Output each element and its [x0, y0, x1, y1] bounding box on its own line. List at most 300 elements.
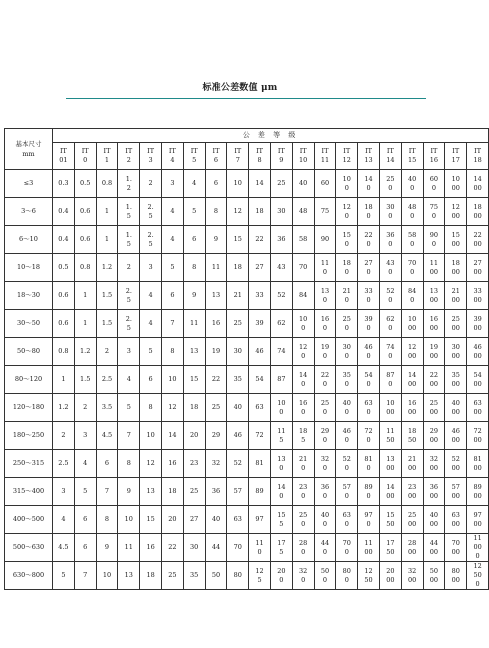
cell-text: 0 [322, 547, 328, 556]
cell-text: 54 [255, 375, 264, 383]
cell-text: 9 [192, 291, 197, 299]
cell-text: 22 [320, 370, 330, 379]
tolerance-value-cell [314, 254, 336, 282]
cell-text: 50 [386, 435, 395, 444]
tolerance-value-cell [445, 422, 467, 450]
cell-text: 29 [211, 431, 221, 439]
cell-text: 0 [388, 295, 393, 304]
cell-text: 7 [235, 156, 240, 164]
cell-text: 1 [104, 235, 110, 243]
tolerance-value-cell [423, 198, 445, 226]
tolerance-value-cell [74, 450, 96, 478]
cell-text: 6 [213, 179, 219, 187]
cell-text: 5 [192, 207, 197, 215]
tolerance-value-cell [118, 506, 140, 534]
tolerance-value-cell [379, 310, 401, 338]
cell-text: 57 [451, 482, 460, 491]
tolerance-value-cell [74, 562, 96, 590]
tolerance-value-cell [314, 310, 336, 338]
tolerance-value-cell [74, 170, 96, 198]
tolerance-value-cell [183, 394, 205, 422]
cell-text: 5 [148, 211, 153, 220]
tolerance-value-cell [227, 534, 249, 562]
cell-text: 0 [344, 435, 349, 444]
tolerance-value-cell [379, 226, 401, 254]
cell-text: 35 [190, 571, 199, 579]
cell-text: 0 [344, 239, 349, 248]
cell-text: 0 [366, 295, 371, 304]
cell-text: 40 [211, 515, 221, 523]
cell-text: 72 [473, 426, 482, 435]
cell-text: 0 [431, 211, 437, 220]
cell-text: 57 [233, 487, 242, 495]
cell-text: 43 [277, 263, 286, 271]
tolerance-grade-group-header: 公 差 等 级 [53, 129, 489, 143]
tolerance-value-cell [379, 562, 401, 590]
cell-text: 28 [299, 538, 308, 547]
cell-text: 1. [125, 230, 132, 239]
tolerance-value-cell [53, 310, 75, 338]
cell-text: 7 [126, 431, 131, 439]
cell-text: 15 [233, 235, 242, 243]
cell-text: 17 [451, 156, 460, 164]
tolerance-value-cell [53, 422, 75, 450]
cell-text: IT [452, 147, 460, 155]
tolerance-value-cell [467, 394, 489, 422]
cell-text: 60 [429, 174, 439, 183]
cell-text: 40 [451, 398, 460, 407]
cell-text: 5 [61, 571, 66, 579]
tolerance-value-cell [358, 478, 380, 506]
cell-text: 10 [146, 431, 155, 439]
cell-text: 21 [342, 286, 351, 295]
cell-text: 48 [408, 202, 417, 211]
cell-text: 00 [473, 239, 482, 248]
cell-text: 0 [322, 491, 328, 500]
cell-text: 4 [126, 375, 131, 383]
cell-text: 10 [233, 179, 242, 187]
tolerance-value-cell [401, 338, 423, 366]
cell-text: 63 [233, 515, 242, 523]
cell-text: 3 [148, 156, 153, 164]
cell-text: IT [365, 147, 372, 155]
cell-text: 25 [190, 487, 199, 495]
cell-text: 11 [429, 258, 439, 267]
table-row [5, 198, 489, 226]
cell-text: 0 [410, 267, 415, 276]
cell-text: 97 [255, 515, 264, 523]
tolerance-value-cell [358, 170, 380, 198]
size-range-cell: 10～18 [5, 254, 53, 282]
cell-text: 0 [322, 435, 328, 444]
cell-text: 52 [451, 454, 460, 463]
cell-text: 0 [388, 323, 393, 332]
cell-text: 0 [344, 267, 349, 276]
cell-text: 0 [431, 183, 437, 192]
cell-text: 22 [168, 543, 177, 551]
cell-text: 00 [451, 323, 460, 332]
cell-text: 18 [364, 202, 373, 211]
tolerance-value-cell [205, 534, 227, 562]
cell-text: 0 [344, 547, 349, 556]
tolerance-value-cell [74, 310, 96, 338]
cell-text: 46 [473, 342, 482, 351]
tolerance-value-cell [292, 198, 314, 226]
tolerance-value-cell [161, 394, 183, 422]
tolerance-value-cell [161, 170, 183, 198]
tolerance-value-cell [423, 170, 445, 198]
cell-text: 2 [104, 347, 110, 355]
cell-text: mm [22, 150, 35, 158]
cell-text: 0 [344, 407, 349, 416]
cell-text: 00 [451, 463, 460, 472]
cell-text: 18 [146, 571, 155, 579]
cell-text: 8 [104, 515, 110, 523]
cell-text: 8 [192, 263, 197, 271]
cell-text: 70 [408, 258, 417, 267]
tolerance-value-cell [467, 422, 489, 450]
tolerance-value-cell [140, 226, 162, 254]
cell-text: 00 [429, 323, 439, 332]
cell-text: 8 [170, 347, 175, 355]
cell-text: 52 [342, 454, 351, 463]
cell-text: IT [125, 147, 133, 155]
cell-text: 11 [320, 156, 330, 164]
cell-text: 12 [255, 566, 264, 575]
grade-header [205, 143, 227, 170]
tolerance-value-cell [205, 562, 227, 590]
tolerance-value-cell [161, 282, 183, 310]
tolerance-value-cell [445, 310, 467, 338]
cell-text: 72 [255, 431, 264, 439]
cell-text: 0 [388, 211, 393, 220]
table-row [5, 170, 489, 198]
cell-text: 50 [386, 519, 395, 528]
tolerance-value-cell [249, 450, 271, 478]
cell-text: 2.5 [58, 459, 69, 467]
cell-text: 32 [211, 459, 221, 467]
tolerance-value-cell [270, 506, 292, 534]
grade-header [227, 143, 249, 170]
cell-text: 0 [475, 580, 480, 588]
tolerance-value-cell [270, 170, 292, 198]
cell-text: 30 [233, 347, 242, 355]
tolerance-value-cell [183, 562, 205, 590]
tolerance-value-cell [423, 338, 445, 366]
tolerance-table [4, 128, 489, 590]
tolerance-value-cell [205, 226, 227, 254]
tolerance-value-cell [423, 254, 445, 282]
size-range-cell: 180～250 [5, 422, 53, 450]
cell-text: 75 [429, 202, 439, 211]
cell-text: 基本尺寸 [15, 140, 42, 148]
tolerance-value-cell [96, 310, 118, 338]
cell-text: 00 [473, 463, 482, 472]
cell-text: 22 [429, 370, 439, 379]
tolerance-value-cell [467, 338, 489, 366]
cell-text: 84 [408, 286, 417, 295]
tolerance-value-cell [227, 310, 249, 338]
cell-text: 15 [146, 515, 155, 523]
cell-text: 00 [473, 323, 482, 332]
cell-text: 0 [410, 211, 415, 220]
cell-text: 13 [429, 286, 439, 295]
tolerance-value-cell [205, 310, 227, 338]
tolerance-value-cell [53, 198, 75, 226]
cell-text: 70 [233, 543, 242, 551]
cell-text: 8 [126, 459, 131, 467]
cell-text: 50 [473, 571, 482, 579]
tolerance-value-cell [205, 170, 227, 198]
tolerance-value-cell [423, 394, 445, 422]
tolerance-value-cell [314, 422, 336, 450]
tolerance-value-cell [445, 198, 467, 226]
grade-header [249, 143, 271, 170]
cell-text: 25 [211, 403, 221, 411]
tolerance-value-cell [292, 338, 314, 366]
cell-text: 00 [451, 547, 460, 556]
grade-header [270, 143, 292, 170]
tolerance-value-cell [74, 198, 96, 226]
cell-text: 0 [431, 239, 437, 248]
cell-text: 2 [83, 403, 88, 411]
cell-text: 00 [429, 547, 439, 556]
cell-text: 15 [408, 156, 417, 164]
cell-text: 52 [386, 286, 395, 295]
cell-text: IT [103, 147, 111, 155]
tolerance-value-cell [314, 478, 336, 506]
tolerance-value-cell [358, 254, 380, 282]
tolerance-value-cell [249, 534, 271, 562]
cell-text: 0 [344, 351, 349, 360]
cell-text: 15 [342, 230, 351, 239]
cell-text: 20 [386, 566, 395, 575]
table-row [5, 310, 489, 338]
cell-text: 36 [320, 482, 330, 491]
cell-text: 30 [342, 342, 351, 351]
tolerance-value-cell [379, 394, 401, 422]
cell-text: 74 [277, 347, 286, 355]
cell-text: 33 [364, 286, 373, 295]
tolerance-value-cell [74, 422, 96, 450]
tolerance-value-cell [249, 506, 271, 534]
cell-text: 36 [211, 487, 221, 495]
size-range-cell: 18～30 [5, 282, 53, 310]
grade-header [161, 143, 183, 170]
cell-text: 13 [364, 156, 373, 164]
cell-text: 32 [320, 454, 330, 463]
tolerance-value-cell [401, 394, 423, 422]
cell-text: 2 [126, 156, 131, 164]
tolerance-value-cell [379, 338, 401, 366]
tolerance-value-cell [401, 170, 423, 198]
cell-text: 00 [473, 543, 482, 551]
cell-text: 10 [277, 398, 286, 407]
tolerance-value-cell [183, 170, 205, 198]
tolerance-value-cell [205, 254, 227, 282]
cell-text: 0 [366, 239, 371, 248]
cell-text: 81 [364, 454, 373, 463]
cell-text: 25 [233, 319, 242, 327]
cell-text: 10 [102, 571, 112, 579]
tolerance-value-cell [270, 338, 292, 366]
cell-text: 0 [344, 463, 349, 472]
cell-text: 5 [192, 156, 197, 164]
tolerance-value-cell [467, 534, 489, 562]
cell-text: 50 [386, 547, 395, 556]
tolerance-value-cell [423, 310, 445, 338]
cell-text: 0 [301, 547, 306, 556]
cell-text: 4 [61, 515, 66, 523]
cell-text: 11 [473, 534, 482, 542]
cell-text: 36 [429, 482, 439, 491]
cell-text: 00 [386, 575, 395, 584]
tolerance-value-cell [401, 478, 423, 506]
tolerance-value-cell [292, 394, 314, 422]
cell-text: 12 [299, 342, 308, 351]
tolerance-value-cell [53, 506, 75, 534]
cell-text: 7 [170, 319, 175, 327]
cell-text: 33 [255, 291, 264, 299]
cell-text: 22 [211, 375, 221, 383]
tolerance-value-cell [227, 562, 249, 590]
cell-text: 19 [429, 342, 439, 351]
tolerance-value-cell [205, 422, 227, 450]
cell-text: 13 [320, 286, 330, 295]
cell-text: 63 [364, 398, 373, 407]
cell-text: 0 [322, 463, 328, 472]
cell-text: 6 [170, 291, 175, 299]
tolerance-value-cell [336, 338, 358, 366]
cell-text: 46 [233, 431, 242, 439]
cell-text: 60 [320, 179, 330, 187]
cell-text: 57 [342, 482, 351, 491]
tolerance-value-cell [118, 478, 140, 506]
cell-text: 4.5 [58, 543, 69, 551]
tolerance-value-cell [183, 338, 205, 366]
cell-text: 29 [429, 426, 439, 435]
cell-text: 10 [299, 156, 308, 164]
cell-text: 1.2 [58, 403, 69, 411]
cell-text: 46 [451, 426, 460, 435]
cell-text: 4 [83, 459, 88, 467]
cell-text: 15 [277, 510, 286, 519]
cell-text: 27 [190, 515, 199, 523]
tolerance-value-cell [401, 226, 423, 254]
tolerance-value-cell [379, 282, 401, 310]
cell-text: 00 [451, 519, 460, 528]
tolerance-value-cell [227, 226, 249, 254]
tolerance-value-cell [161, 254, 183, 282]
cell-text: 00 [408, 547, 417, 556]
cell-text: 52 [277, 291, 286, 299]
cell-text: 44 [320, 538, 330, 547]
cell-text: 50 [320, 566, 330, 575]
cell-text: 00 [473, 351, 482, 360]
tolerance-value-cell [118, 450, 140, 478]
cell-text: 2 [61, 431, 66, 439]
tolerance-value-cell [423, 506, 445, 534]
cell-text: IT [299, 147, 307, 155]
cell-text: 0 [344, 575, 349, 584]
tolerance-value-cell [314, 506, 336, 534]
cell-text: 4 [192, 179, 197, 187]
cell-text: 4.5 [101, 431, 113, 439]
tolerance-value-cell [96, 366, 118, 394]
tolerance-value-cell [358, 534, 380, 562]
tolerance-value-cell [445, 394, 467, 422]
cell-text: 1. [125, 202, 132, 211]
cell-text: 10 [408, 314, 417, 323]
cell-text: IT [343, 147, 351, 155]
tolerance-value-cell [379, 450, 401, 478]
tolerance-value-cell [161, 562, 183, 590]
cell-text: 0 [344, 519, 349, 528]
cell-text: 80 [233, 571, 242, 579]
tolerance-value-cell [467, 170, 489, 198]
grade-header [358, 143, 380, 170]
tolerance-value-cell [161, 422, 183, 450]
cell-text: 5 [126, 295, 131, 304]
tolerance-value-cell [249, 394, 271, 422]
tolerance-value-cell [183, 282, 205, 310]
tolerance-value-cell [423, 366, 445, 394]
cell-text: 5 [148, 239, 153, 248]
cell-text: 15 [190, 375, 199, 383]
cell-text: 0 [322, 407, 328, 416]
cell-text: 0 [366, 183, 371, 192]
cell-text: 16 [211, 319, 221, 327]
size-range-cell: 630～800 [5, 562, 53, 590]
tolerance-value-cell [118, 226, 140, 254]
tolerance-value-cell [292, 562, 314, 590]
tolerance-value-cell [423, 282, 445, 310]
tolerance-value-cell [379, 254, 401, 282]
cell-text: 62 [386, 314, 395, 323]
tolerance-value-cell [358, 310, 380, 338]
cell-text: 20 [277, 566, 286, 575]
tolerance-value-cell [53, 394, 75, 422]
cell-text: 13 [190, 347, 199, 355]
cell-text: 10 [386, 398, 395, 407]
cell-text: 20 [190, 431, 199, 439]
cell-text: 0 [301, 407, 306, 416]
tolerance-value-cell [336, 422, 358, 450]
tolerance-value-cell [118, 198, 140, 226]
tolerance-value-cell [53, 478, 75, 506]
cell-text: 14 [277, 482, 286, 491]
cell-text: 14 [386, 482, 395, 491]
cell-text: 0 [388, 379, 393, 388]
cell-text: 15 [386, 510, 395, 519]
tolerance-value-cell [96, 422, 118, 450]
cell-text: 1.5 [80, 375, 91, 383]
tolerance-value-cell [249, 562, 271, 590]
tolerance-value-cell [467, 506, 489, 534]
tolerance-value-cell [227, 394, 249, 422]
cell-text: 0.8 [101, 179, 113, 187]
cell-text: 00 [408, 407, 417, 416]
cell-text: 14 [168, 431, 177, 439]
tolerance-value-cell [401, 534, 423, 562]
cell-text: 25 [429, 398, 439, 407]
cell-text: 25 [277, 179, 286, 187]
cell-text: 18 [255, 207, 264, 215]
cell-text: 0 [388, 183, 393, 192]
size-range-cell: 120～180 [5, 394, 53, 422]
tolerance-value-cell [445, 226, 467, 254]
tolerance-value-cell [53, 338, 75, 366]
